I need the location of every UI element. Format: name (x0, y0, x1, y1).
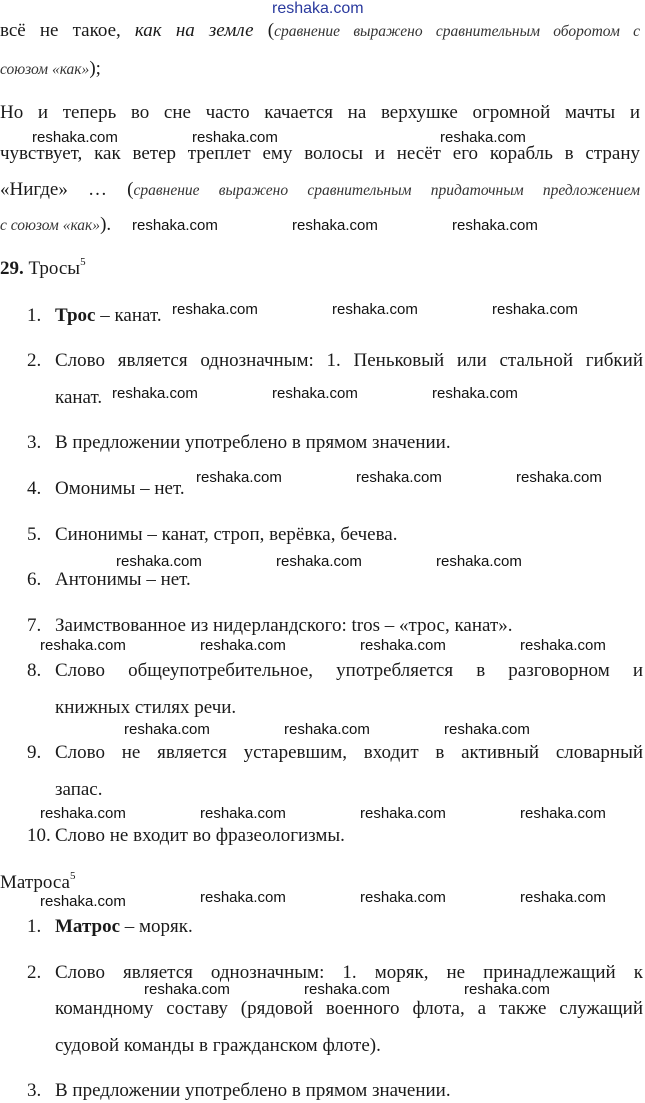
list-item: Заимствованное из нидерландского: tros – «трос, канат». (55, 615, 513, 636)
watermark: reshaka.com (464, 981, 550, 998)
intro-text: всё не такое, (0, 20, 135, 41)
term: Матрос (55, 916, 121, 937)
section-matrosa-heading (0, 869, 76, 894)
watermark: reshaka.com (200, 637, 286, 654)
watermark: reshaka.com (452, 217, 538, 234)
watermark: reshaka.com (444, 721, 530, 738)
watermark: reshaka.com (112, 385, 198, 402)
section-number: 29. (0, 258, 24, 279)
list-item: Антонимы – нет. (55, 569, 191, 590)
paren-close: ); (89, 58, 101, 79)
term: Трос (55, 305, 96, 326)
watermark: reshaka.com (196, 469, 282, 486)
watermark: reshaka.com (32, 129, 118, 146)
watermark: reshaka.com (200, 889, 286, 906)
comparison-note-2: сравнение выражено сравнительным придаточным предложением (133, 182, 640, 199)
section-word: Матроса (0, 872, 70, 893)
intro-p2-text: «Нигде» … ( (0, 179, 134, 200)
list-number: 2. (27, 350, 42, 371)
watermark: reshaka.com (516, 469, 602, 486)
intro-p2-line-3 (0, 179, 640, 202)
list-item: В предложении употреблено в прямом значении. (55, 1080, 451, 1101)
watermark: reshaka.com (292, 217, 378, 234)
watermark: reshaka.com (304, 981, 390, 998)
list-item: В предложении употреблено в прямом значении. (55, 432, 451, 453)
footnote-mark: 5 (80, 255, 86, 268)
watermark: reshaka.com (276, 553, 362, 570)
list-number: 2. (27, 962, 42, 983)
comparison-phrase: как на земле (134, 20, 254, 41)
watermark: reshaka.com (332, 301, 418, 318)
list-item (55, 916, 193, 938)
list-number: 7. (27, 615, 42, 636)
list-number: 3. (27, 432, 42, 453)
list-item: Омонимы – нет. (55, 478, 185, 499)
comparison-note: сравнение выражено сравнительным оборотом с (274, 23, 640, 40)
list-number: 3. (27, 1080, 42, 1101)
list-item-cont: судовой команды в гражданском флоте). (55, 1035, 381, 1056)
watermark: reshaka.com (116, 553, 202, 570)
watermark: reshaka.com (192, 129, 278, 146)
watermark: reshaka.com (200, 805, 286, 822)
watermark: reshaka.com (132, 217, 218, 234)
list-item: Слово является однозначным: 1. Пеньковый или стальной гибкий (55, 350, 643, 371)
list-number: 1. (27, 305, 42, 326)
watermark: reshaka.com (40, 637, 126, 654)
list-item: Слово общеупотребительное, употребляется в разговорном и (55, 660, 643, 681)
list-number: 8. (27, 660, 42, 681)
intro-p2-line-1: Но и теперь во сне часто качается на верхушке огромной мачты и (0, 102, 640, 123)
footnote-mark: 5 (69, 869, 76, 882)
paren-close-2: ). (100, 214, 112, 235)
intro-line-1 (0, 20, 640, 43)
list-item (55, 305, 162, 327)
watermark: reshaka.com (144, 981, 230, 998)
watermark: reshaka.com (360, 637, 446, 654)
intro-p2-line-4 (0, 214, 111, 237)
watermark: reshaka.com (520, 805, 606, 822)
list-item-cont: книжных стилях речи. (55, 697, 237, 718)
list-item: Слово не является устаревшим, входит в активный словарный (55, 742, 643, 763)
watermark: reshaka.com (124, 721, 210, 738)
list-item-cont: командному составу (рядовой военного флота, а также служащий (55, 998, 643, 1019)
watermark: reshaka.com (432, 385, 518, 402)
watermark: reshaka.com (520, 637, 606, 654)
section-29-heading (0, 255, 86, 280)
watermark: reshaka.com (356, 469, 442, 486)
list-number: 6. (27, 569, 42, 590)
list-number: 9. (27, 742, 42, 763)
list-number: 1. (27, 916, 42, 937)
watermark: reshaka.com (520, 889, 606, 906)
site-watermark-header: reshaka.com (272, 0, 364, 17)
intro-p2-line-2: чувствует, как ветер треплет ему волосы и несёт его корабль в страну (0, 143, 640, 164)
watermark: reshaka.com (40, 893, 126, 910)
list-item: Слово не входит во фразеологизмы. (55, 825, 345, 846)
watermark: reshaka.com (360, 889, 446, 906)
watermark: reshaka.com (272, 385, 358, 402)
watermark: reshaka.com (440, 129, 526, 146)
definition: – моряк. (120, 916, 193, 937)
list-item-cont: запас. (55, 779, 103, 800)
paren-open: ( (253, 20, 275, 41)
list-item-cont: канат. (55, 387, 103, 408)
list-number: 5. (27, 524, 42, 545)
watermark: reshaka.com (436, 553, 522, 570)
watermark: reshaka.com (172, 301, 258, 318)
comparison-note-end: союзом «как» (0, 61, 90, 78)
definition: – канат. (95, 305, 162, 326)
list-item: Синонимы – канат, строп, верёвка, бечева. (55, 524, 398, 545)
intro-line-2 (0, 58, 101, 81)
watermark: reshaka.com (492, 301, 578, 318)
watermark: reshaka.com (284, 721, 370, 738)
comparison-note-2-end: с союзом «как» (0, 217, 101, 234)
list-number: 4. (27, 478, 42, 499)
watermark: reshaka.com (360, 805, 446, 822)
list-item: Слово является однозначным: 1. моряк, не принадлежащий к (55, 962, 643, 983)
section-word: Тросы (28, 258, 81, 279)
list-number: 10. (27, 825, 51, 846)
watermark: reshaka.com (40, 805, 126, 822)
